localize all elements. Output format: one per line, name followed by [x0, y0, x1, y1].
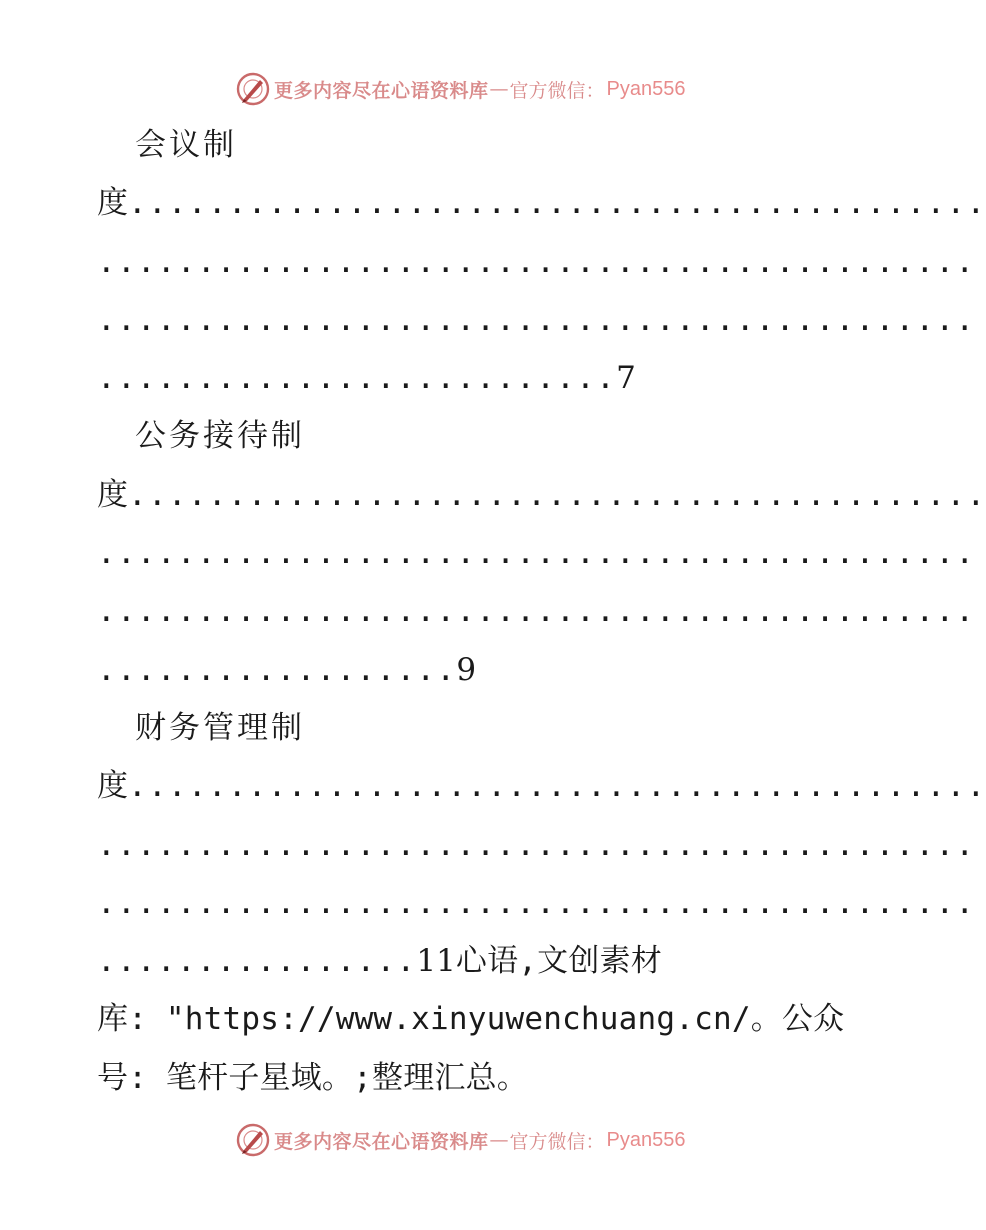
header-watermark: [236, 71, 686, 107]
toc-entry-page-line: ..................9: [97, 651, 477, 688]
watermark-contact-id: Pyan556: [606, 77, 686, 100]
toc-entry-lead-line: 度...........................................: [97, 185, 986, 222]
toc-entry-lead-line: 度...........................................: [97, 476, 986, 513]
toc-leader-line: ............................................: [97, 243, 976, 280]
footer-line-1: 心语,文创素材: [455, 943, 662, 980]
toc-entry-lead: 度: [97, 185, 128, 222]
footer-line-3: 号: 笔杆子星域。;整理汇总。: [97, 1059, 528, 1096]
footer-line-2: 库: "https://www.xinyuwenchuang.cn/。公众: [97, 1001, 845, 1038]
footer-watermark: [236, 1122, 686, 1158]
toc-entry-page: 9: [456, 651, 477, 688]
toc-entry-title: 财务管理制: [135, 709, 305, 746]
pen-logo-icon: [236, 1123, 270, 1157]
toc-entry-lead: 度: [97, 476, 128, 513]
toc-entry-page-line: ..........................7: [97, 360, 636, 397]
watermark-contact-id: Pyan556: [606, 1128, 686, 1151]
toc-entry-lead: 度: [97, 768, 128, 805]
toc-leader-line: ............................................: [97, 593, 976, 630]
toc-entry-page-line: ................11心语,文创素材: [97, 943, 662, 980]
toc-leader-line: ............................................: [97, 884, 976, 921]
watermark-contact-label: 官方微信：: [509, 1130, 605, 1153]
watermark-separator: —: [489, 1129, 509, 1151]
toc-entry-page: 11: [416, 943, 456, 980]
toc-leader-line: ............................................: [97, 535, 976, 572]
watermark-contact-label: 官方微信：: [509, 79, 605, 102]
pen-logo-icon: [236, 72, 270, 106]
toc-entry-page: 7: [616, 360, 636, 397]
watermark-brand-text: 更多内容尽在心语资料库: [274, 79, 489, 102]
toc-entry-title: 公务接待制: [135, 418, 305, 455]
toc-leader-line: ............................................: [97, 301, 976, 338]
toc-content: [97, 116, 986, 1107]
toc-leader-line: ............................................: [97, 826, 976, 863]
watermark-brand-text: 更多内容尽在心语资料库: [274, 1130, 489, 1153]
toc-entry-title: 会议制: [135, 127, 237, 163]
watermark-separator: —: [489, 78, 509, 100]
toc-entry-lead-line: 度...........................................: [97, 768, 986, 805]
